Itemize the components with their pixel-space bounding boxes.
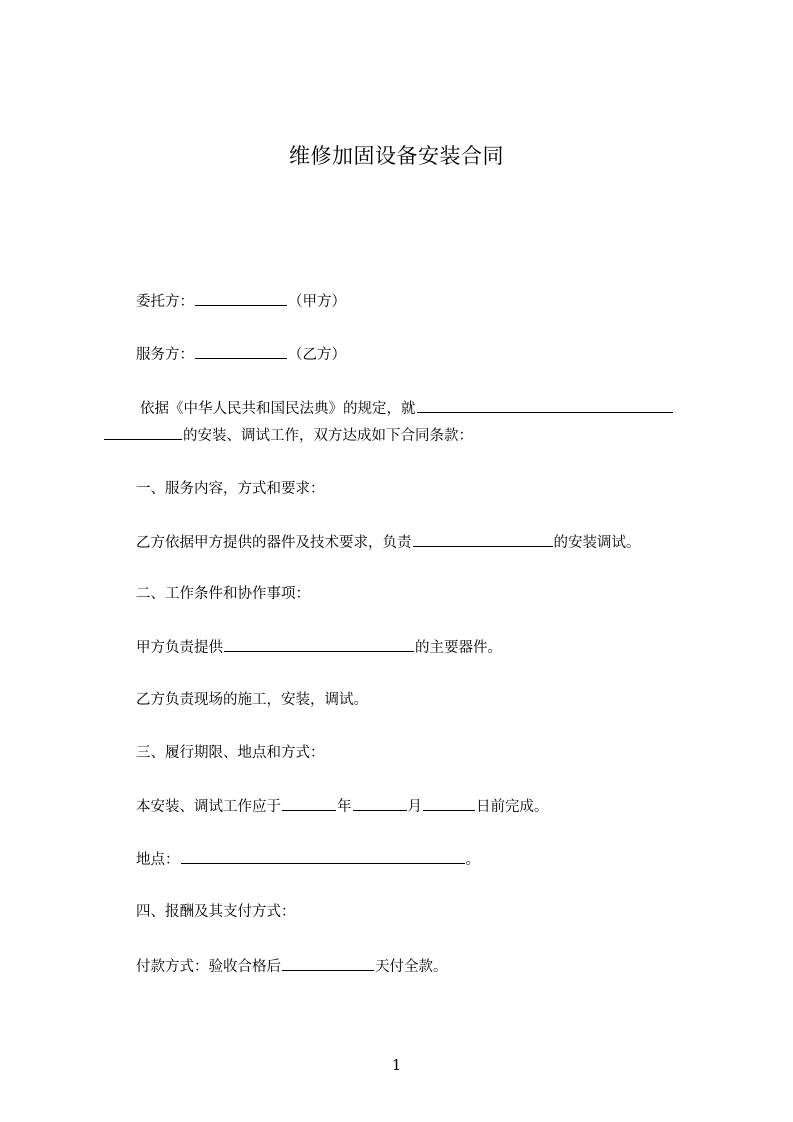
section-2-line-1 bbox=[136, 637, 502, 658]
party-b-line bbox=[136, 344, 346, 365]
intro-text-2: 的安装、调试工作，双方达成如下合同条款： bbox=[183, 428, 473, 444]
intro-project-blank-cont[interactable] bbox=[104, 425, 182, 440]
section-3-heading: 三、履行期限、地点和方式： bbox=[136, 745, 325, 761]
party-a-suffix: （甲方） bbox=[288, 294, 346, 310]
section-4-payment-line bbox=[136, 956, 448, 977]
month-blank[interactable] bbox=[353, 796, 407, 811]
section-2-line-2: 乙方负责现场的施工，安装，调试。 bbox=[136, 692, 368, 708]
intro-project-blank[interactable] bbox=[417, 398, 673, 413]
section-1-body-prefix: 乙方依据甲方提供的器件及技术要求，负责 bbox=[136, 535, 412, 551]
party-b-label: 服务方： bbox=[136, 347, 194, 363]
section-2-heading: 二、工作条件和协作事项： bbox=[136, 586, 310, 602]
payment-suffix: 天付全款。 bbox=[375, 959, 448, 975]
section-1-body bbox=[136, 532, 641, 553]
section-2-line-1-suffix: 的主要器件。 bbox=[415, 640, 502, 656]
intro-text-1: 依据《中华人民共和国民法典》的规定，就 bbox=[140, 401, 416, 417]
party-b-suffix: （乙方） bbox=[288, 347, 346, 363]
place-blank[interactable] bbox=[181, 849, 465, 864]
month-label: 月 bbox=[407, 799, 422, 815]
document-title: 维修加固设备安装合同 bbox=[289, 144, 504, 168]
section-2-components-blank[interactable] bbox=[224, 637, 414, 652]
section-3-place-line bbox=[136, 849, 480, 870]
year-label: 年 bbox=[337, 799, 352, 815]
section-3-date-prefix: 本安装、调试工作应于 bbox=[136, 799, 281, 815]
section-1-equipment-blank[interactable] bbox=[413, 532, 553, 547]
party-a-line bbox=[136, 291, 346, 312]
intro-line-1 bbox=[140, 398, 674, 419]
payment-prefix: 付款方式：验收合格后 bbox=[136, 959, 281, 975]
place-end: 。 bbox=[465, 852, 480, 868]
section-4-heading: 四、报酬及其支付方式： bbox=[136, 904, 296, 920]
party-a-label: 委托方： bbox=[136, 294, 194, 310]
place-label: 地点： bbox=[136, 852, 180, 868]
section-3-date-suffix: 日前完成。 bbox=[476, 799, 549, 815]
section-3-date-line bbox=[136, 796, 549, 817]
intro-line-2 bbox=[104, 425, 473, 446]
section-1-body-suffix: 的安装调试。 bbox=[553, 535, 641, 551]
year-blank[interactable] bbox=[282, 796, 336, 811]
party-b-blank[interactable] bbox=[195, 344, 287, 359]
section-1-heading: 一、服务内容，方式和要求： bbox=[136, 481, 325, 497]
section-2-line-1-prefix: 甲方负责提供 bbox=[136, 640, 223, 656]
payment-days-blank[interactable] bbox=[282, 956, 374, 971]
page-number: 1 bbox=[391, 1056, 402, 1074]
day-blank[interactable] bbox=[423, 796, 475, 811]
party-a-blank[interactable] bbox=[195, 291, 287, 306]
